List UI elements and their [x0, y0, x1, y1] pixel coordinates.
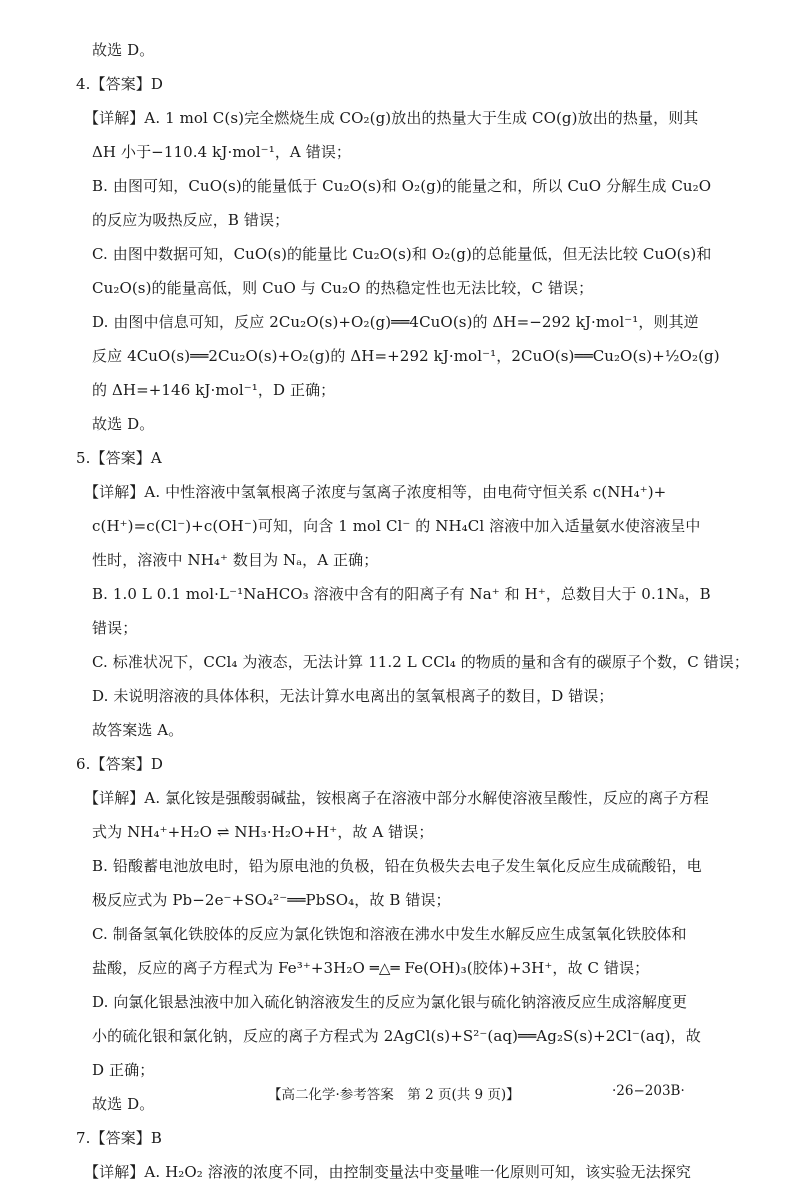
text-line: Cu₂O(s)的能量高低，则 CuO 与 Cu₂O 的热稳定性也无法比较，C 错误；: [92, 279, 594, 297]
text-line: 故选 D。: [92, 41, 155, 59]
text-line: 的 ΔH=+146 kJ·mol⁻¹，D 正确；: [92, 381, 336, 399]
footer-page-info: 【高二化学·参考答案 第 2 页(共 9 页)】: [268, 1087, 520, 1103]
text-line: 【详解】A. H₂O₂ 溶液的浓度不同，由控制变量法中变量唯一化原则可知，该实验无法探究: [84, 1163, 691, 1181]
question-6-answer: 6.【答案】D: [76, 755, 164, 773]
text-line: 故选 D。: [92, 1095, 155, 1113]
text-line: 小的硫化银和氯化钠，反应的离子方程式为 2AgCl(s)+S²⁻(aq)══Ag₂S(s)+2Cl⁻(aq)，故: [92, 1027, 701, 1045]
text-line: 【详解】A. 氯化铵是强酸弱碱盐，铵根离子在溶液中部分水解使溶液呈酸性，反应的离子方程: [84, 789, 709, 807]
text-line: 性时，溶液中 NH₄⁺ 数目为 Nₐ，A 正确；: [92, 551, 379, 569]
text-line: 式为 NH₄⁺+H₂O ⇌ NH₃·H₂O+H⁺，故 A 错误；: [92, 823, 434, 841]
text-line: 的反应为吸热反应，B 错误；: [92, 211, 290, 229]
text-line: 故选 D。: [92, 415, 155, 433]
text-line: D 正确；: [92, 1061, 155, 1079]
text-line: 【详解】A. 1 mol C(s)完全燃烧生成 CO₂(g)放出的热量大于生成 CO(g)放出的热量，则其: [84, 109, 699, 127]
footer-code: ·26−203B·: [612, 1083, 685, 1099]
text-line: 【详解】A. 中性溶液中氢氧根离子浓度与氢离子浓度相等，由电荷守恒关系 c(NH₄⁺)+: [84, 483, 667, 501]
text-line: ΔH 小于−110.4 kJ·mol⁻¹，A 错误；: [92, 143, 352, 161]
question-4-answer: 4.【答案】D: [76, 75, 164, 93]
text-line: 极反应式为 Pb−2e⁻+SO₄²⁻══PbSO₄，故 B 错误；: [92, 891, 451, 909]
text-line: 盐酸，反应的离子方程式为 Fe³⁺+3H₂O ═△═ Fe(OH)₃(胶体)+3H⁺，故 C 错误；: [92, 959, 650, 977]
text-line: c(H⁺)=c(Cl⁻)+c(OH⁻)可知，向含 1 mol Cl⁻ 的 NH₄Cl 溶液中加入适量氨水使溶液呈中: [92, 517, 701, 535]
page-footer: [0, 1083, 800, 1107]
text-line: B. 铅酸蓄电池放电时，铅为原电池的负极，铅在负极失去电子发生氧化反应生成硫酸铅，电: [92, 857, 702, 875]
text-line: C. 制备氢氧化铁胶体的反应为氯化铁饱和溶液在沸水中发生水解反应生成氢氧化铁胶体和: [92, 925, 687, 943]
text-line: C. 由图中数据可知，CuO(s)的能量比 Cu₂O(s)和 O₂(g)的总能量低，但无法比较 CuO(s)和: [92, 245, 712, 263]
text-line: 错误；: [92, 619, 138, 637]
text-line: D. 由图中信息可知，反应 2Cu₂O(s)+O₂(g)══4CuO(s)的 ΔH=−292 kJ·mol⁻¹，则其逆: [92, 313, 699, 331]
answer-content: [76, 40, 749, 1196]
text-line: D. 向氯化银悬浊液中加入硫化钠溶液发生的反应为氯化银与硫化钠溶液反应生成溶解度更: [92, 993, 688, 1011]
text-line: D. 未说明溶液的具体体积，无法计算水电离出的氢氧根离子的数目，D 错误；: [92, 687, 614, 705]
text-line: C. 标准状况下，CCl₄ 为液态，无法计算 11.2 L CCl₄ 的物质的量和含有的碳原子个数，C 错误；: [92, 653, 749, 671]
text-line: B. 由图可知，CuO(s)的能量低于 Cu₂O(s)和 O₂(g)的能量之和，所以 CuO 分解生成 Cu₂O: [92, 177, 712, 195]
text-line: B. 1.0 L 0.1 mol·L⁻¹NaHCO₃ 溶液中含有的阳离子有 Na⁺ 和 H⁺，总数目大于 0.1Nₐ，B: [92, 585, 711, 603]
question-5-answer: 5.【答案】A: [76, 449, 162, 467]
text-line: 故答案选 A。: [92, 721, 184, 739]
question-7-answer: 7.【答案】B: [76, 1129, 163, 1147]
text-line: 反应 4CuO(s)══2Cu₂O(s)+O₂(g)的 ΔH=+292 kJ·mol⁻¹，2CuO(s)══Cu₂O(s)+½O₂(g): [92, 347, 720, 365]
